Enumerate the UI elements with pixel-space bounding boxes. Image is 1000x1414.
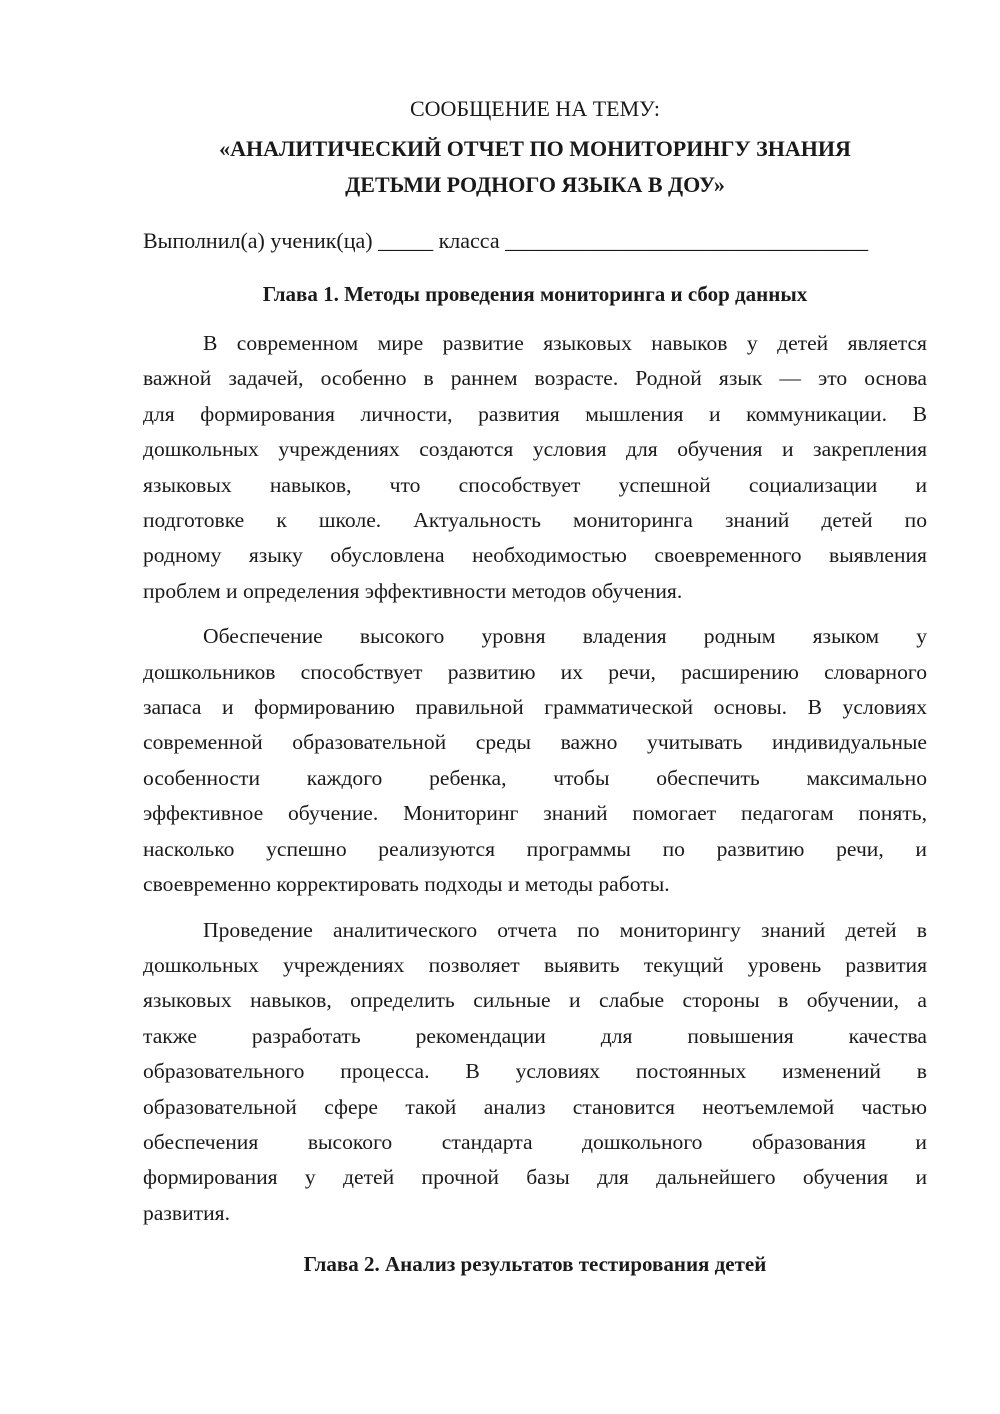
paragraph-3	[143, 913, 927, 1232]
paragraph-line: обеспечения высокого стандарта дошкольного образования и	[143, 1129, 927, 1154]
paragraph-line: также разработать рекомендации для повышения качества	[143, 1023, 927, 1048]
paragraph-line: дошкольников способствует развитию их речи, расширению словарного	[143, 659, 927, 684]
paragraph-line: подготовке к школе. Актуальность мониторинга знаний детей по	[143, 508, 927, 533]
title-line-2: ДЕТЬМИ РОДНОГО ЯЗЫКА В ДОУ»	[345, 172, 725, 197]
document-title	[143, 131, 927, 203]
paragraph-line: дошкольных учреждениях позволяет выявить текущий уровень развития	[143, 952, 927, 977]
paragraph-line: развития.	[143, 1200, 230, 1225]
paragraph-line: эффективное обучение. Мониторинг знаний помогает педагогам понять,	[143, 801, 927, 826]
chapter-2-heading: Глава 2. Анализ результатов тестирования детей	[303, 1252, 767, 1277]
paragraph-line: языковых навыков, определить сильные и слабые стороны в обучении, а	[143, 988, 927, 1013]
paragraph-line: формирования у детей прочной базы для дальнейшего обучения и	[143, 1165, 927, 1190]
paragraph-line: Проведение аналитического отчета по мониторингу знаний детей в	[203, 917, 927, 942]
chapter-1-heading: Глава 1. Методы проведения мониторинга и сбор данных	[262, 282, 808, 306]
paragraph-line: образовательной сфере такой анализ становится неотъемлемой частью	[143, 1094, 927, 1119]
paragraph-line: важной задачей, особенно в раннем возрасте. Родной язык — это основа	[143, 366, 927, 391]
paragraph-line: языковых навыков, что способствует успешной социализации и	[143, 472, 927, 497]
topic-line: СООБЩЕНИЕ НА ТЕМУ:	[410, 96, 660, 121]
paragraph-line: для формирования личности, развития мышления и коммуникации. В	[143, 401, 927, 426]
paragraph-2	[143, 619, 927, 902]
paragraph-line: запаса и формированию правильной грамматической основы. В условиях	[143, 695, 927, 720]
paragraph-line: особенности каждого ребенка, чтобы обеспечить максимально	[143, 765, 927, 790]
paragraph-line: В современном мире развитие языковых навыков у детей является	[203, 331, 927, 355]
paragraph-line: дошкольных учреждениях создаются условия для обучения и закрепления	[143, 437, 927, 462]
paragraph-1	[143, 326, 927, 609]
paragraph-line: насколько успешно реализуются программы по развитию речи, и	[143, 836, 927, 861]
paragraph-line: современной образовательной среды важно учитывать индивидуальные	[143, 730, 927, 755]
paragraph-line: родному языку обусловлена необходимостью своевременного выявления	[143, 543, 927, 568]
title-line-1: «АНАЛИТИЧЕСКИЙ ОТЧЕТ ПО МОНИТОРИНГУ ЗНАНИЯ	[219, 136, 851, 161]
paragraph-line: Обеспечение высокого уровня владения родным языком у	[203, 624, 927, 649]
paragraph-line: образовательного процесса. В условиях постоянных изменений в	[143, 1059, 927, 1084]
paragraph-line: своевременно корректировать подходы и методы работы.	[143, 872, 670, 897]
author-line: Выполнил(а) ученик(ца) _____ класса _________________________________	[143, 228, 869, 253]
document-page	[143, 92, 927, 1281]
paragraph-line: проблем и определения эффективности методов обучения.	[143, 578, 683, 603]
